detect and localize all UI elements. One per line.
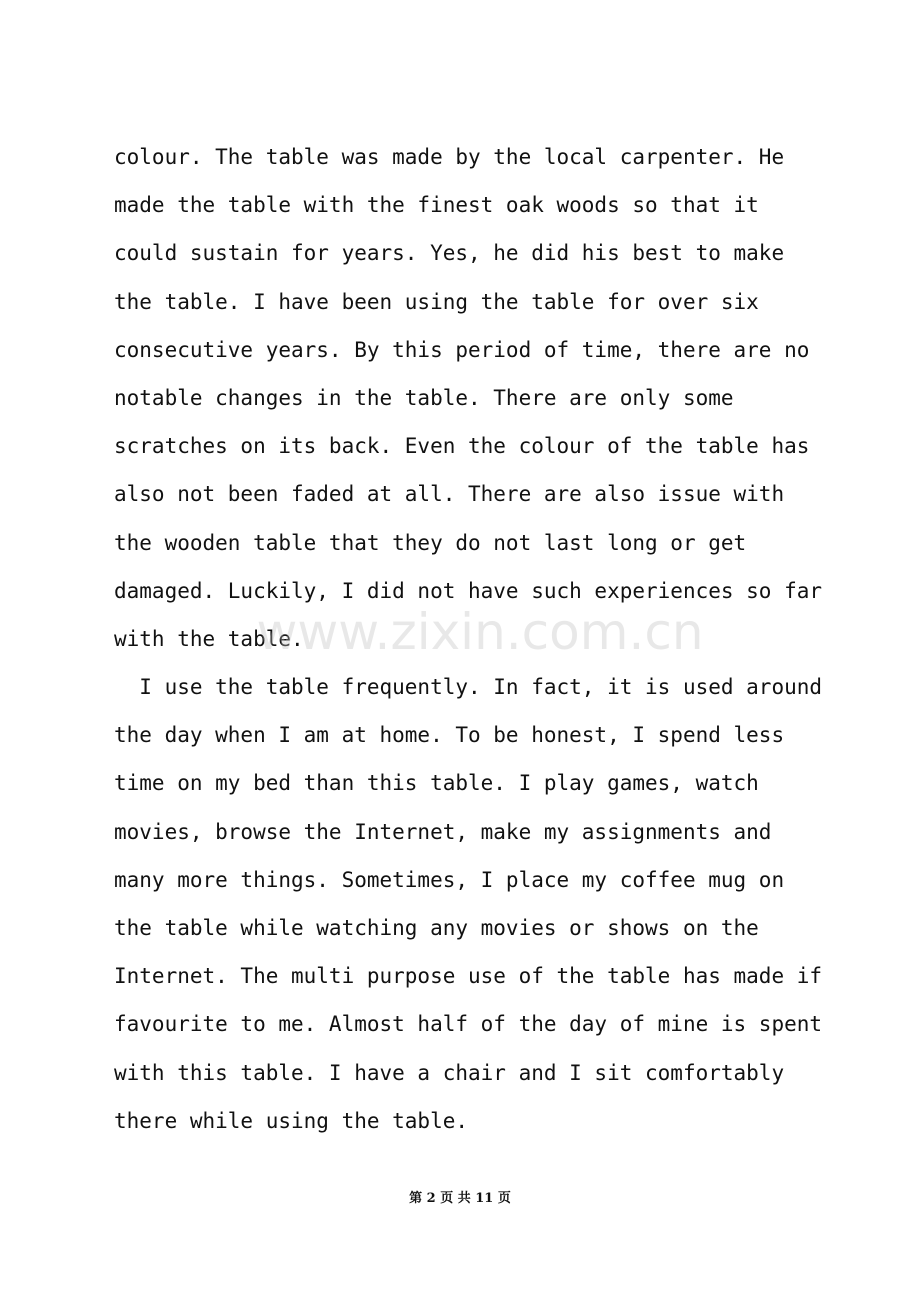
text-line: there while using the table. [114,1108,469,1133]
text-line: the table. I have been using the table for over six [114,289,759,314]
text-line: notable changes in the table. There are only some [114,385,734,410]
text-line: I use the table frequently. In fact, it is used around [114,675,823,700]
text-line: the wooden table that they do not last long or get [114,530,747,555]
text-line: scratches on its back. Even the colour of the table has [114,434,810,459]
text-line: the day when I am at home. To be honest, I spend less [114,723,785,748]
text-line: damaged. Luckily, I did not have such experiences so far [114,578,823,603]
text-line: movies, browse the Internet, make my assignments and [114,819,772,844]
page-number-footer: 第 2 页 共 11 页 [409,1191,511,1206]
text-line: with the table. [114,626,304,651]
text-line: the table while watching any movies or shows on the [114,916,759,940]
watermark: www.zixin.com.cn [256,603,704,661]
text-line: Internet. The multi purpose use of the table has made if [114,964,823,989]
text-line: colour. The table was made by the local carpenter. He [114,145,785,169]
text-line: made the table with the finest oak woods so that it [114,193,759,218]
text-line: could sustain for years. Yes, he did his best to make [114,241,785,266]
text-line: also not been faded at all. There are also issue with [114,482,785,507]
text-line: many more things. Sometimes, I place my coffee mug on [114,867,785,892]
text-line: favourite to me. Almost half of the day of mine is spent [114,1012,823,1037]
body-text [114,133,823,1145]
text-line: time on my bed than this table. I play games, watch [114,771,759,796]
text-line: with this table. I have a chair and I sit comfortably [114,1060,785,1085]
text-line: consecutive years. By this period of time, there are no [114,337,810,362]
